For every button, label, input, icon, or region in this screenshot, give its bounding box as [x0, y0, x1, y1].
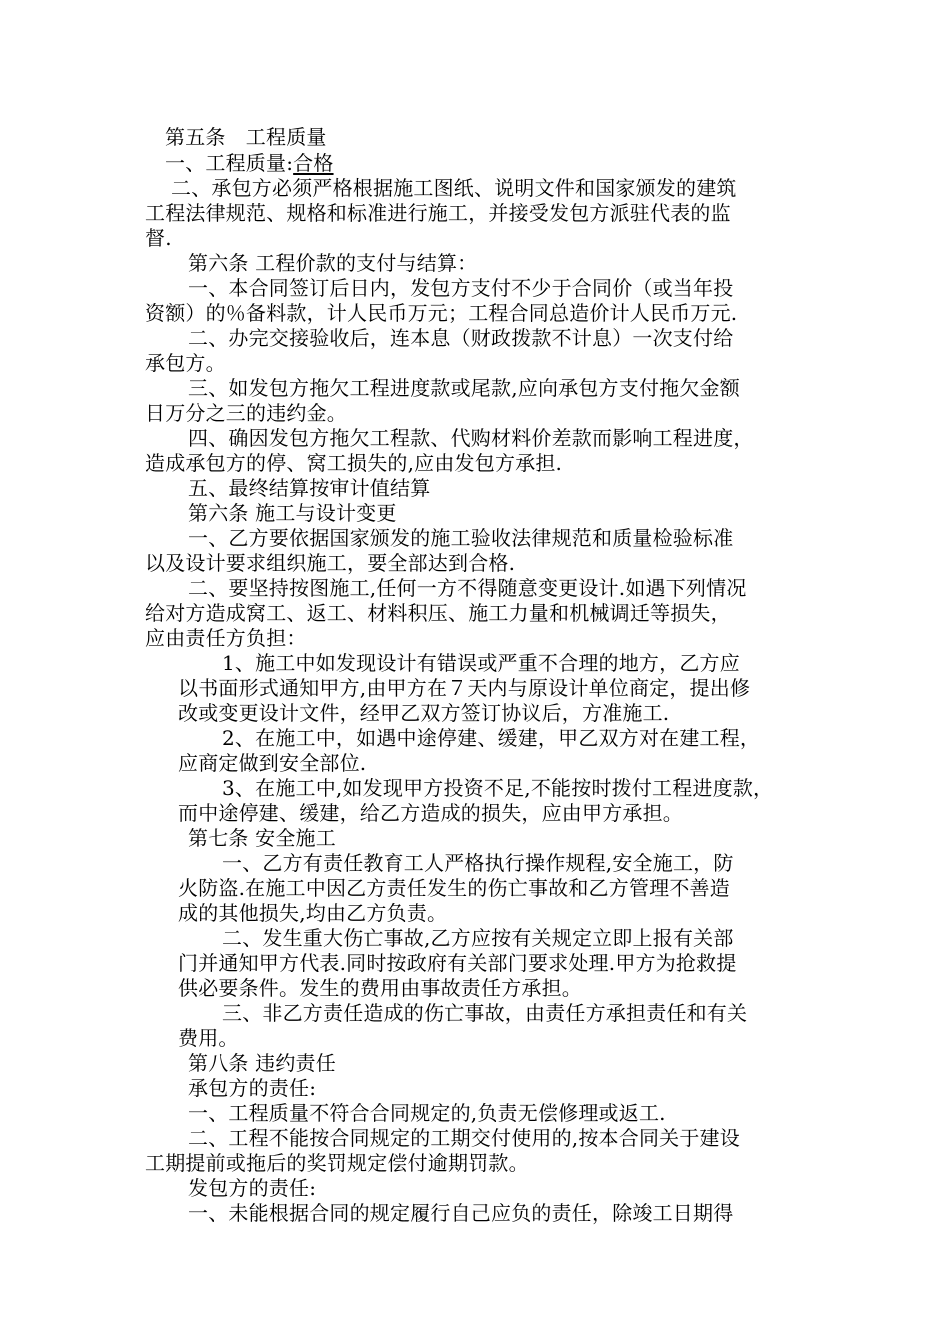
paragraph-line: 督. [145, 226, 172, 250]
paragraph-line: 改或变更设计文件，经甲乙双方签订协议后，方准施工. [178, 701, 670, 725]
paragraph-line: 一、乙方要依据国家颁发的施工验收法律规范和质量检验标准 [188, 526, 734, 550]
paragraph-line: 而中途停建、缓建，给乙方造成的损失，应由甲方承担。 [178, 801, 683, 825]
paragraph-line: 费用。 [178, 1026, 239, 1050]
paragraph-line: 2、在施工中，如遇中途停建、缓建，甲乙双方对在建工程， [222, 726, 761, 750]
quality-line: 一、工程质量:合格 [165, 151, 334, 175]
article-7-title: 第七条 安全施工 [188, 826, 336, 850]
paragraph-line: 应由责任方负担： [145, 626, 307, 650]
paragraph-line: 一、本合同签订后日内，发包方支付不少于合同价（或当年投 [188, 276, 734, 300]
paragraph-line: 一、乙方有责任教育工人严格执行操作规程,安全施工，防 [222, 851, 734, 875]
article-8-title: 第八条 违约责任 [188, 1051, 336, 1075]
paragraph-line: 供必要条件。发生的费用由事故责任方承担。 [178, 976, 582, 1000]
paragraph-line: 造成承包方的停、窝工损失的,应由发包方承担. [145, 451, 563, 475]
paragraph-line: 应商定做到安全部位. [178, 751, 367, 775]
paragraph-line: 以书面形式通知甲方,由甲方在７天内与原设计单位商定，提出修 [178, 676, 751, 700]
paragraph-line: 五、最终结算按审计值结算 [188, 476, 431, 500]
paragraph-line: 3、在施工中,如发现甲方投资不足,不能按时拨付工程进度款， [222, 776, 774, 800]
paragraph-line: 门并通知甲方代表.同时按政府有关部门要求处理.甲方为抢救提 [178, 951, 737, 975]
paragraph-line: 二、办完交接验收后，连本息（财政拨款不计息）一次支付给 [188, 326, 734, 350]
paragraph-line: 资额）的％备料款，计人民币万元；工程合同总造价计人民币万元. [145, 301, 738, 325]
paragraph-line: 二、发生重大伤亡事故,乙方应按有关规定立即上报有关部 [222, 926, 734, 950]
contractor-duty-heading: 承包方的责任: [188, 1076, 317, 1100]
paragraph-line: 火防盗.在施工中因乙方责任发生的伤亡事故和乙方管理不善造 [178, 876, 730, 900]
paragraph-line: 1、施工中如发现设计有错误或严重不合理的地方，乙方应 [222, 651, 740, 675]
quality-value: 合格 [293, 151, 334, 175]
article-6-title: 第六条 工程价款的支付与结算： [188, 251, 478, 275]
paragraph-line: 成的其他损失,均由乙方负责。 [178, 901, 448, 925]
paragraph-line: 工期提前或拖后的奖罚规定偿付逾期罚款。 [145, 1151, 529, 1175]
client-duty-heading: 发包方的责任: [188, 1176, 317, 1200]
paragraph-line: 二、承包方必须严格根据施工图纸、说明文件和国家颁发的建筑 [171, 176, 737, 200]
article-5-title: 第五条 工程质量 [165, 125, 327, 149]
article-6b-title: 第六条 施工与设计变更 [188, 501, 397, 525]
paragraph-line: 二、要坚持按图施工,任何一方不得随意变更设计.如遇下列情况 [188, 576, 747, 600]
paragraph-line: 一、工程质量不符合合同规定的,负责无偿修理或返工. [188, 1101, 666, 1125]
paragraph-line: 四、确因发包方拖欠工程款、代购材料价差款而影响工程进度， [188, 426, 754, 450]
paragraph-line: 工程法律规范、规格和标准进行施工，并接受发包方派驻代表的监 [145, 201, 731, 225]
paragraph-line: 给对方造成窝工、返工、材料积压、施工力量和机械调迁等损失， [145, 601, 731, 625]
paragraph-line: 承包方。 [145, 351, 226, 375]
paragraph-line: 三、非乙方责任造成的伤亡事故，由责任方承担责任和有关 [222, 1001, 748, 1025]
paragraph-line: 一、未能根据合同的规定履行自己应负的责任，除竣工日期得 [188, 1201, 734, 1225]
paragraph-line: 二、工程不能按合同规定的工期交付使用的,按本合同关于建设 [188, 1126, 740, 1150]
paragraph-line: 以及设计要求组织施工，要全部达到合格. [145, 551, 516, 575]
paragraph-line: 日万分之三的违约金。 [145, 401, 347, 425]
paragraph-line: 三、如发包方拖欠工程进度款或尾款,应向承包方支付拖欠金额 [188, 376, 740, 400]
